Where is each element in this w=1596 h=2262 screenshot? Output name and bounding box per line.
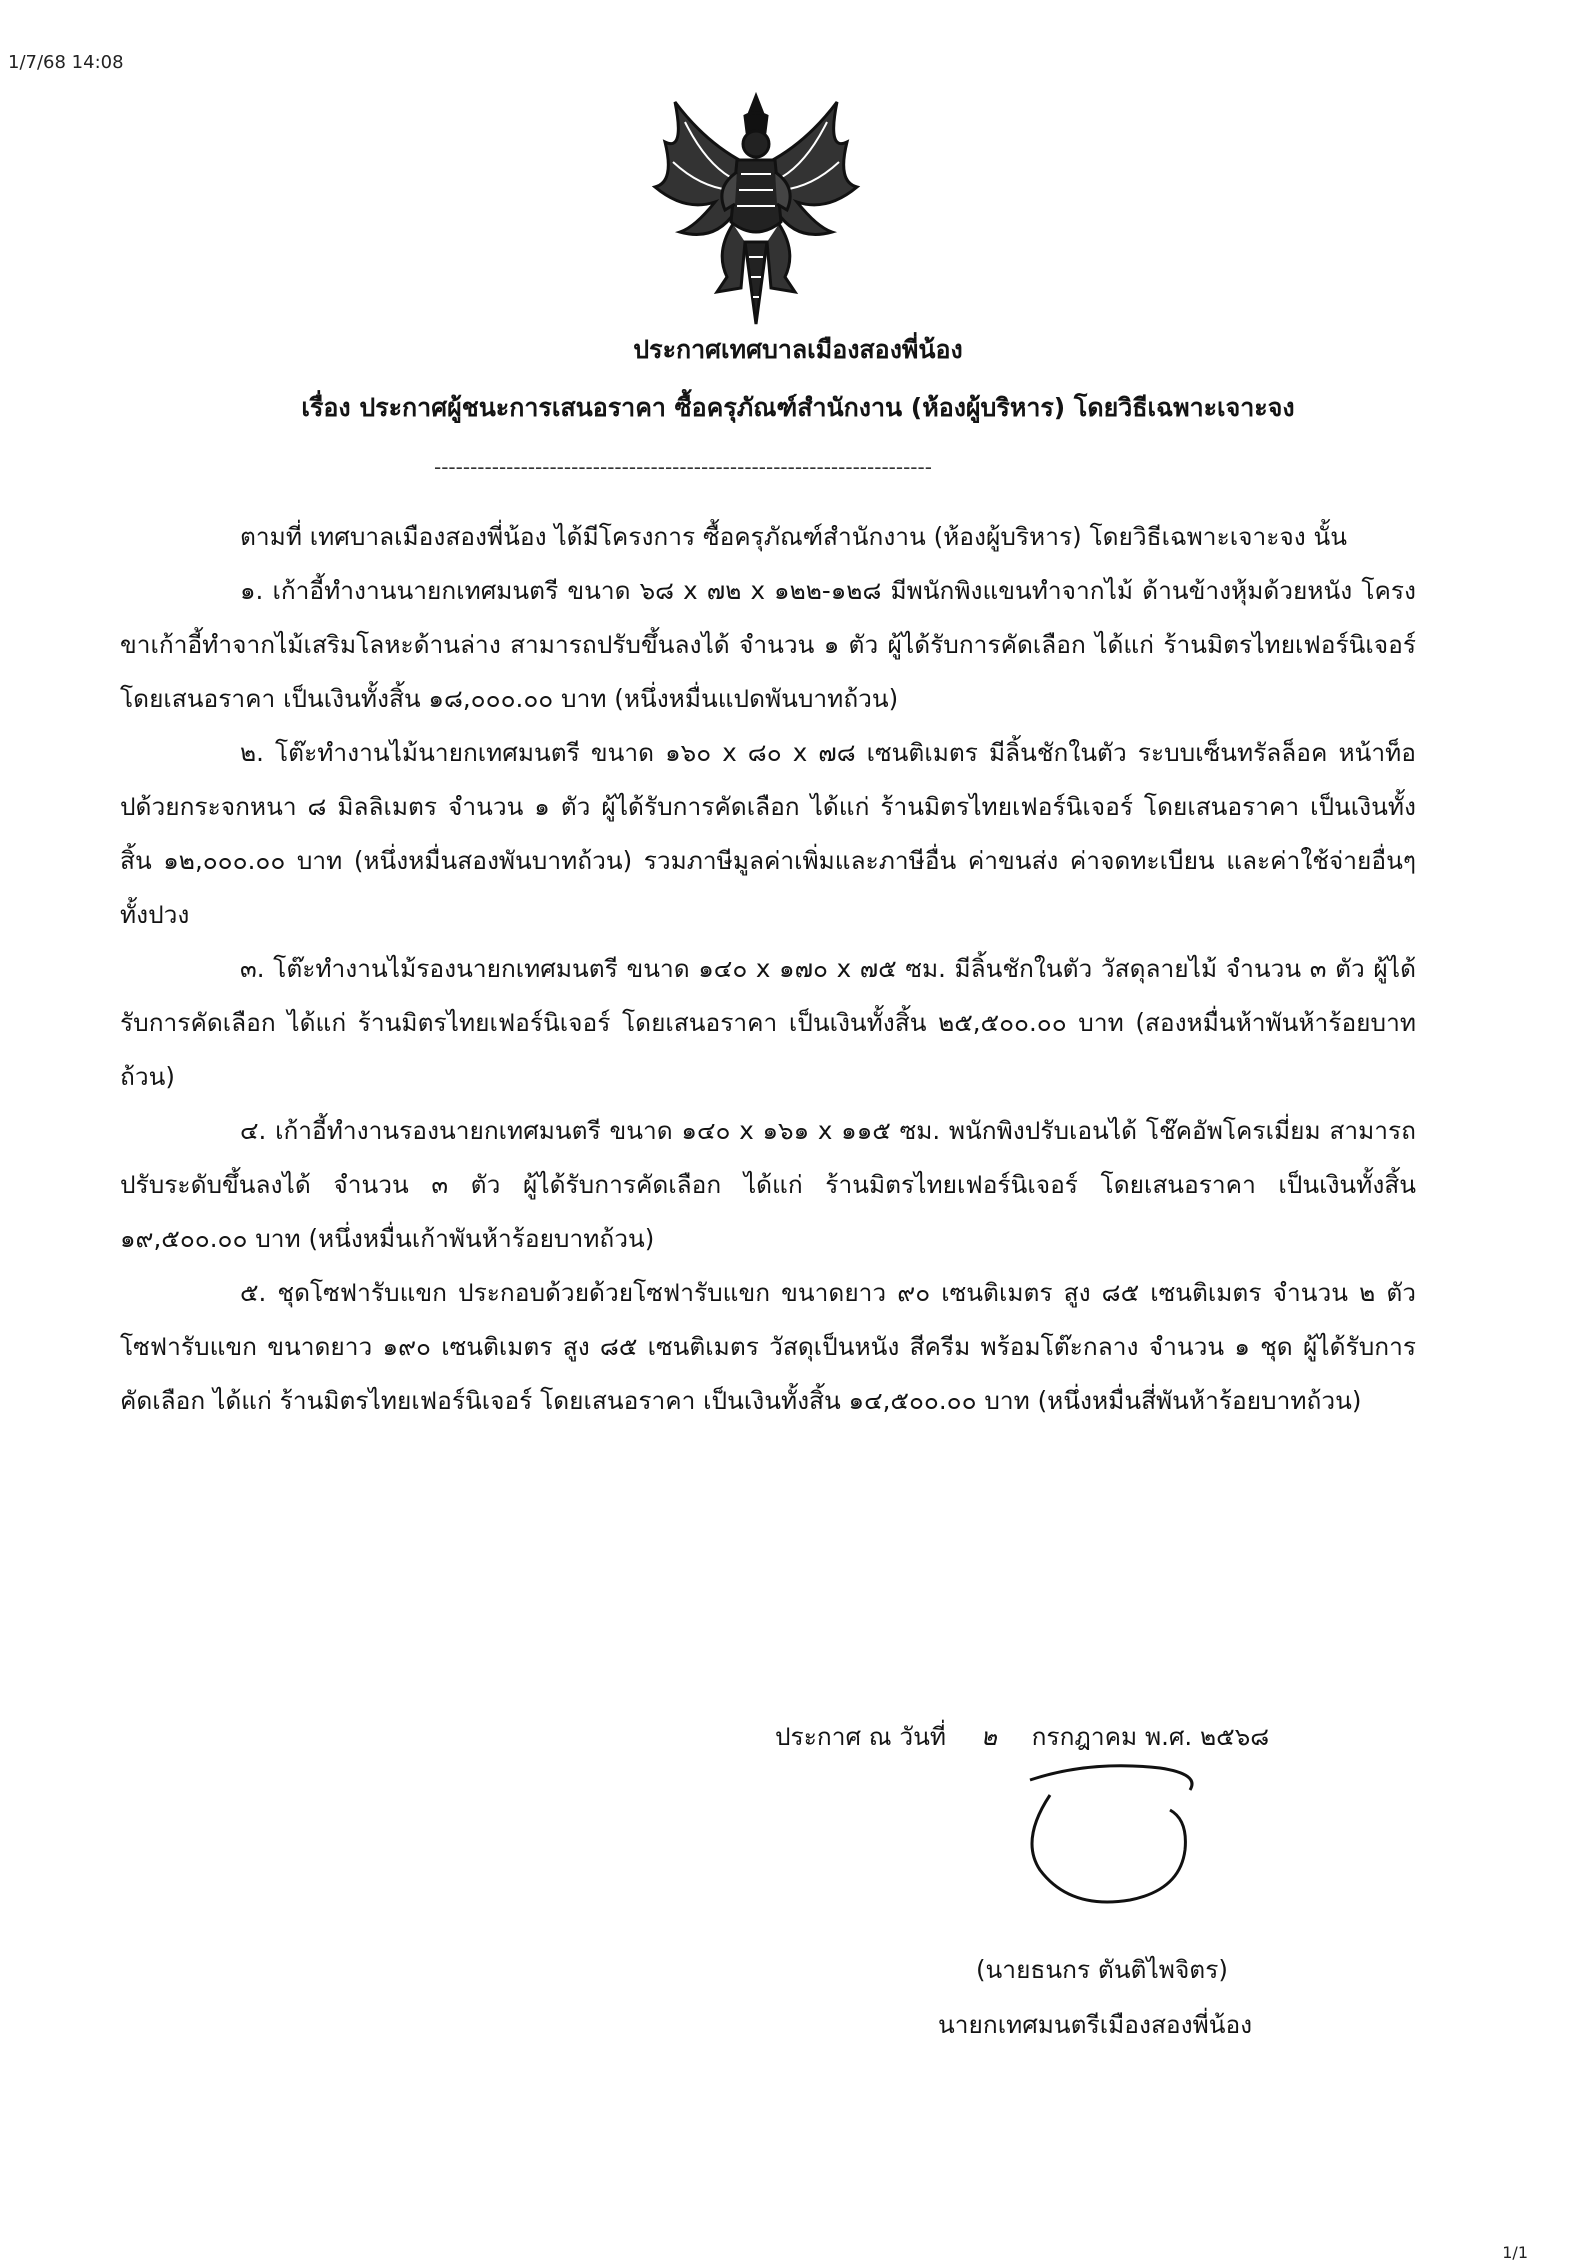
divider-line: --------------------------------------------------------------------- [434, 455, 932, 479]
item-paragraph: ๒. โต๊ะทำงานไม้นายกเทศมนตรี ขนาด ๑๖๐ x ๘๐ x ๗๘ เซนติเมตร มีลิ้นชักในตัว ระบบเซ็นทรัลล็อค หน้าท็อปด้วยกระจกหนา ๘ มิลลิเมตร จำนวน ๑ ตัว ผู้ได้รับการคัดเลือก ได้แก่ ร้านมิตรไทยเฟอร์นิเจอร์ โดยเสนอราคา เป็นเงินทั้งสิ้น ๑๒,๐๐๐.๐๐ บาท (หนึ่งหมื่นสองพันบาทถ้วน) รวมภาษีมูลค่าเพิ่มและภาษีอื่น ค่าขนส่ง ค่าจดทะเบียน และค่าใช้จ่ายอื่นๆ ทั้งปวง [120, 738, 1416, 929]
garuda-emblem-icon [645, 92, 867, 332]
item-paragraph: ๕. ชุดโซฟารับแขก ประกอบด้วยด้วยโซฟารับแขก ขนาดยาว ๙๐ เซนติเมตร สูง ๘๕ เซนติเมตร จำนวน ๒ ตัว โซฟารับแขก ขนาดยาว ๑๙๐ เซนติเมตร สูง ๘๕ เซนติเมตร วัสดุเป็นหนัง สีครีม พร้อมโต๊ะกลาง จำนวน ๑ ชุด ผู้ได้รับการคัดเลือก ได้แก่ ร้านมิตรไทยเฟอร์นิเจอร์ โดยเสนอราคา เป็นเงินทั้งสิ้น ๑๔,๕๐๐.๐๐ บาท (หนึ่งหมื่นสี่พันห้าร้อยบาทถ้วน) [120, 1278, 1416, 1415]
announcement-title: ประกาศเทศบาลเมืองสองพี่น้อง [633, 335, 963, 364]
print-timestamp: 1/7/68 14:08 [8, 52, 124, 73]
signature-icon [1010, 1750, 1220, 1920]
page-number: 1/1 [1502, 2243, 1528, 2262]
announcement-body [120, 510, 1416, 1428]
date-day: ๒ [980, 1722, 997, 1751]
item-paragraph: ๓. โต๊ะทำงานไม้รองนายกเทศมนตรี ขนาด ๑๔๐ x ๑๗๐ x ๗๕ ซม. มีลิ้นชักในตัว วัสดุลายไม้ จำนวน ๓ ตัว ผู้ได้รับการคัดเลือก ได้แก่ ร้านมิตรไทยเฟอร์นิเจอร์ โดยเสนอราคา เป็นเงินทั้งสิ้น ๒๕,๕๐๐.๐๐ บาท (สองหมื่นห้าพันห้าร้อยบาทถ้วน) [120, 954, 1416, 1091]
item-paragraph: ๑. เก้าอี้ทำงานนายกเทศมนตรี ขนาด ๖๘ x ๗๒ x ๑๒๒-๑๒๘ มีพนักพิงแขนทำจากไม้ ด้านข้างหุ้มด้วยหนัง โครงขาเก้าอี้ทำจากไม้เสริมโลหะด้านล่าง สามารถปรับขึ้นลงได้ จำนวน ๑ ตัว ผู้ได้รับการคัดเลือก ได้แก่ ร้านมิตรไทยเฟอร์นิเจอร์ โดยเสนอราคา เป็นเงินทั้งสิ้น ๑๘,๐๐๐.๐๐ บาท (หนึ่งหมื่นแปดพันบาทถ้วน) [120, 576, 1416, 713]
date-suffix: กรกฎาคม พ.ศ. ๒๕๖๘ [1031, 1722, 1270, 1751]
date-prefix: ประกาศ ณ วันที่ [775, 1722, 946, 1751]
announcement-subject: เรื่อง ประกาศผู้ชนะการเสนอราคา ซื้อครุภัณฑ์สำนักงาน (ห้องผู้บริหาร) โดยวิธีเฉพาะเจาะจง [301, 393, 1295, 422]
item-paragraph: ๔. เก้าอี้ทำงานรองนายกเทศมนตรี ขนาด ๑๔๐ x ๑๖๑ x ๑๑๕ ซม. พนักพิงปรับเอนได้ โช๊คอัพโครเมี่ยม สามารถปรับระดับขึ้นลงได้ จำนวน ๓ ตัว ผู้ได้รับการคัดเลือก ได้แก่ ร้านมิตรไทยเฟอร์นิเจอร์ โดยเสนอราคา เป็นเงินทั้งสิ้น ๑๙,๕๐๐.๐๐ บาท (หนึ่งหมื่นเก้าพันห้าร้อยบาทถ้วน) [120, 1116, 1416, 1253]
signer-name: (นายธนกร ตันติไพจิตร) [976, 1955, 1228, 1984]
signer-position: นายกเทศมนตรีเมืองสองพี่น้อง [938, 2010, 1253, 2039]
intro-paragraph: ตามที่ เทศบาลเมืองสองพี่น้อง ได้มีโครงการ ซื้อครุภัณฑ์สำนักงาน (ห้องผู้บริหาร) โดยวิธีเฉพาะเจาะจง นั้น [240, 522, 1347, 551]
